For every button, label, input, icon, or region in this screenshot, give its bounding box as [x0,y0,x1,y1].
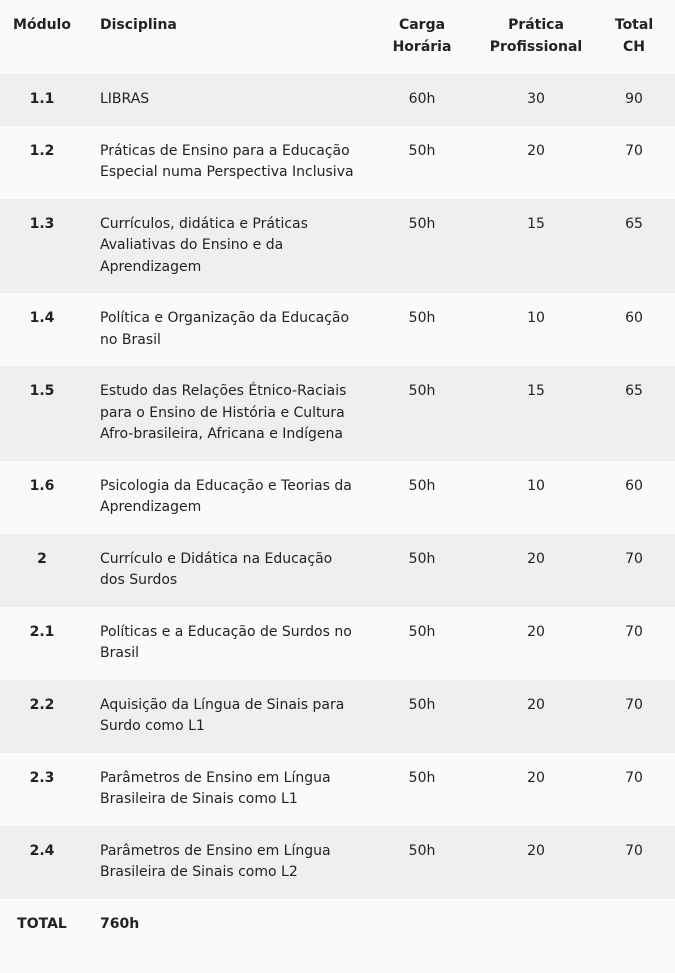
header-hours [365,0,479,74]
cell-total: 70 [593,826,675,899]
cell-module: 2.3 [0,753,84,826]
cell-module: 2.1 [0,607,84,680]
header-practice-line2: Profissional [489,38,583,55]
table-row [0,126,675,199]
table-row [0,753,675,826]
table-row [0,826,675,899]
cell-hours: 50h [365,680,479,753]
cell-total: 65 [593,366,675,461]
cell-practice: 10 [479,293,593,366]
cell-module: 2.4 [0,826,84,899]
cell-total: 60 [593,293,675,366]
cell-hours: 50h [365,826,479,899]
cell-hours: 50h [365,753,479,826]
cell-discipline: Estudo das Relações Étnico-Raciais para o Ensino de História e Cultura Afro-brasileira, Africana e Indígena [84,366,365,461]
header-hours-line2: Horária [392,38,452,55]
table-row [0,534,675,607]
cell-hours: 50h [365,199,479,294]
header-hours-line1: Carga [398,17,446,33]
cell-discipline: LIBRAS [84,74,365,126]
cell-module: 1.6 [0,461,84,534]
cell-hours: 50h [365,366,479,461]
cell-discipline: Currículos, didática e Práticas Avaliativas do Ensino e da Aprendizagem [84,199,365,294]
cell-module: 1.1 [0,74,84,126]
cell-practice: 20 [479,826,593,899]
cell-practice: 20 [479,126,593,199]
cell-discipline: Parâmetros de Ensino em Língua Brasileira de Sinais como L2 [84,826,365,899]
total-empty-total [593,899,675,959]
cell-total: 70 [593,534,675,607]
cell-discipline: Aquisição da Língua de Sinais para Surdo como L1 [84,680,365,753]
header-discipline: Disciplina [84,0,365,74]
cell-total: 70 [593,126,675,199]
cell-total: 70 [593,753,675,826]
table-row [0,293,675,366]
cell-discipline: Currículo e Didática na Educação dos Surdos [84,534,365,607]
header-row [0,0,675,74]
cell-practice: 15 [479,199,593,294]
cell-module: 2.2 [0,680,84,753]
cell-discipline: Práticas de Ensino para a Educação Especial numa Perspectiva Inclusiva [84,126,365,199]
cell-total: 60 [593,461,675,534]
cell-discipline: Políticas e a Educação de Surdos no Brasil [84,607,365,680]
cell-hours: 50h [365,293,479,366]
cell-hours: 60h [365,74,479,126]
table-row [0,607,675,680]
header-total-line2: CH [623,38,645,55]
cell-module: 1.2 [0,126,84,199]
table-row [0,366,675,461]
table-row [0,461,675,534]
header-practice-line1: Prática [508,17,564,33]
cell-practice: 20 [479,680,593,753]
cell-module: 1.4 [0,293,84,366]
cell-practice: 20 [479,534,593,607]
cell-hours: 50h [365,126,479,199]
table-row [0,74,675,126]
cell-total: 70 [593,607,675,680]
cell-practice: 20 [479,753,593,826]
cell-practice: 10 [479,461,593,534]
cell-module: 1.5 [0,366,84,461]
total-empty-practice [479,899,593,959]
header-total-line1: Total [614,17,654,33]
cell-total: 65 [593,199,675,294]
header-practice [479,0,593,74]
cell-discipline: Política e Organização da Educação no Brasil [84,293,365,366]
total-empty-hours [365,899,479,959]
cell-hours: 50h [365,461,479,534]
table-row [0,680,675,753]
cell-discipline: Parâmetros de Ensino em Língua Brasileira de Sinais como L1 [84,753,365,826]
cell-discipline: Psicologia da Educação e Teorias da Aprendizagem [84,461,365,534]
cell-hours: 50h [365,534,479,607]
cell-hours: 50h [365,607,479,680]
header-module: Módulo [0,0,84,74]
cell-total: 70 [593,680,675,753]
table-row [0,199,675,294]
cell-practice: 20 [479,607,593,680]
cell-total: 90 [593,74,675,126]
cell-module: 1.3 [0,199,84,294]
total-label: TOTAL [0,899,84,959]
cell-practice: 15 [479,366,593,461]
total-row [0,899,675,959]
cell-module: 2 [0,534,84,607]
header-total [593,0,675,74]
total-value: 760h [84,899,365,959]
cell-practice: 30 [479,74,593,126]
